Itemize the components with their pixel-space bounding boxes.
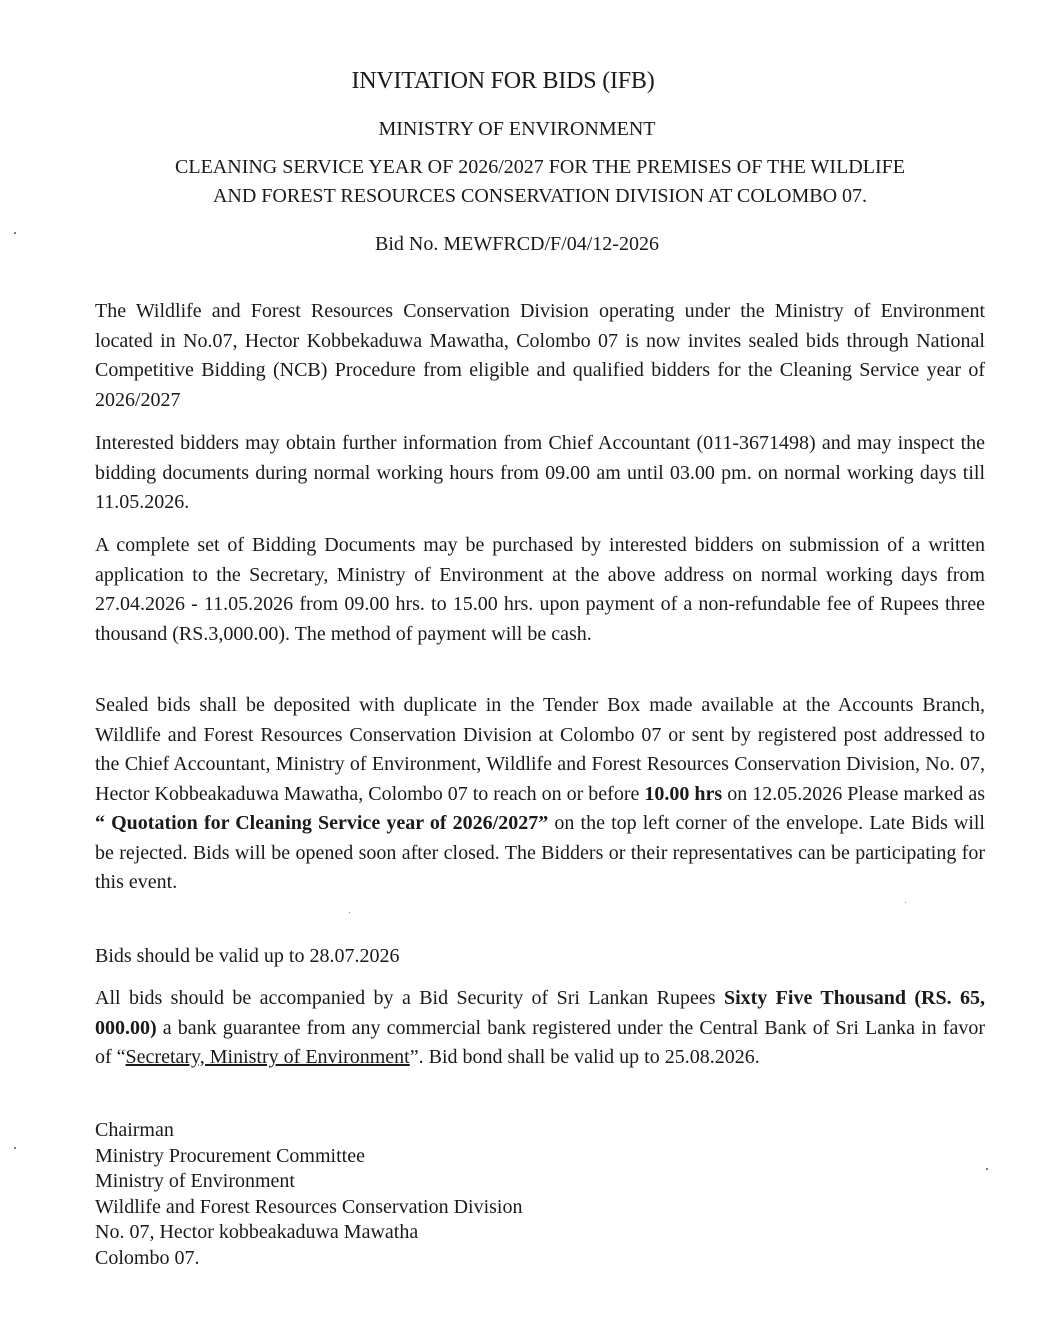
paragraph-documents: A complete set of Bidding Documents may be purchased by interested bidders on submission of a written application to the Secretary, Ministry of Environment at the above address on normal working days from 27.04.2026 - 11.05.2026 from 09.00 hrs. to 15.00 hrs. upon payment of a non-refundable fee of Rupees three thousand (RS.3,000.00). The method of payment will be cash. — [95, 534, 985, 645]
scan-speck — [14, 1147, 16, 1149]
submission-text-1: Sealed bids shall be deposited with duplicate in the Tender Box made available at the Accounts Branch, Wildlife and Forest Resources Conservation Division at Colombo 07 or sent by registered post addressed to the Chief Accountant, Ministry of Environment, Wildlife and Forest Resources Conservation Division, No. 07, Hector Kobbeakaduwa Mawatha, Colombo 07 to reach on or before — [95, 694, 985, 805]
submission-text-3: on the top left corner of the envelope. Late Bids will be rejected. Bids will be opened soon after closed. The Bidders or their representatives can be participating for this event. — [95, 812, 985, 893]
paragraph-information: Interested bidders may obtain further information from Chief Accountant (011-3671498) and may inspect the bidding documents during normal working hours from 09.00 am until 03.00 pm. on normal working days till 11.05.2026. — [95, 432, 985, 513]
signature-block — [95, 1118, 795, 1272]
scan-speck — [905, 902, 906, 903]
subject-line-2: AND FOREST RESOURCES CONSERVATION DIVISION AT COLOMBO 07. — [212, 185, 868, 207]
subject-heading — [95, 153, 985, 211]
subject-line-1: CLEANING SERVICE YEAR OF 2026/2027 FOR THE PREMISES OF THE WILDLIFE — [175, 156, 905, 178]
paragraph-bid-security — [95, 984, 985, 1073]
signature-committee: Ministry Procurement Committee — [95, 1144, 365, 1167]
signature-division: Wildlife and Forest Resources Conservation Division — [95, 1195, 523, 1218]
bid-number: Bid No. MEWFRCD/F/04/12-2026 — [375, 233, 659, 255]
envelope-marking: “ Quotation for Cleaning Service year of 2026/2027” — [95, 812, 549, 834]
signature-city: Colombo 07. — [95, 1246, 200, 1269]
security-text-3: ”. Bid bond shall be valid up to 25.08.2026. — [409, 1046, 760, 1068]
security-text-1: All bids should be accompanied by a Bid Security of Sri Lankan Rupees — [95, 987, 724, 1009]
scan-speck — [349, 912, 350, 913]
signature-title: Chairman — [95, 1119, 174, 1141]
ministry-heading: MINISTRY OF ENVIRONMENT — [378, 118, 656, 140]
scan-speck — [14, 232, 16, 234]
submission-text-2: on 12.05.2026 Please marked as — [722, 782, 985, 805]
security-amount: Sixty Five Thousand (RS. 65, 000.00) — [95, 987, 985, 1039]
signature-address: No. 07, Hector kobbeakaduwa Mawatha — [95, 1221, 419, 1244]
scan-speck — [986, 1168, 988, 1170]
document-title: INVITATION FOR BIDS (IFB) — [351, 68, 655, 94]
payee-name: Secretary, Ministry of Environment — [125, 1046, 410, 1068]
paragraph-invitation: The Wildlife and Forest Resources Conservation Division operating under the Ministry of Environment located in No.07, Hector Kobbekaduwa Mawatha, Colombo 07 is now invites sealed bids through National Competitive Bidding (NCB) Procedure from eligible and qualified bidders for the Cleaning Service year of 2026/2027 — [95, 300, 985, 411]
security-text-2: a bank guarantee from any commercial bank registered under the Central Bank of Sri Lanka in favor of “ — [95, 1016, 985, 1068]
signature-ministry: Ministry of Environment — [95, 1170, 295, 1193]
paragraph-validity: Bids should be valid up to 28.07.2026 — [95, 945, 400, 967]
paragraph-submission — [95, 691, 985, 898]
submission-deadline-time: 10.00 hrs — [644, 782, 723, 805]
